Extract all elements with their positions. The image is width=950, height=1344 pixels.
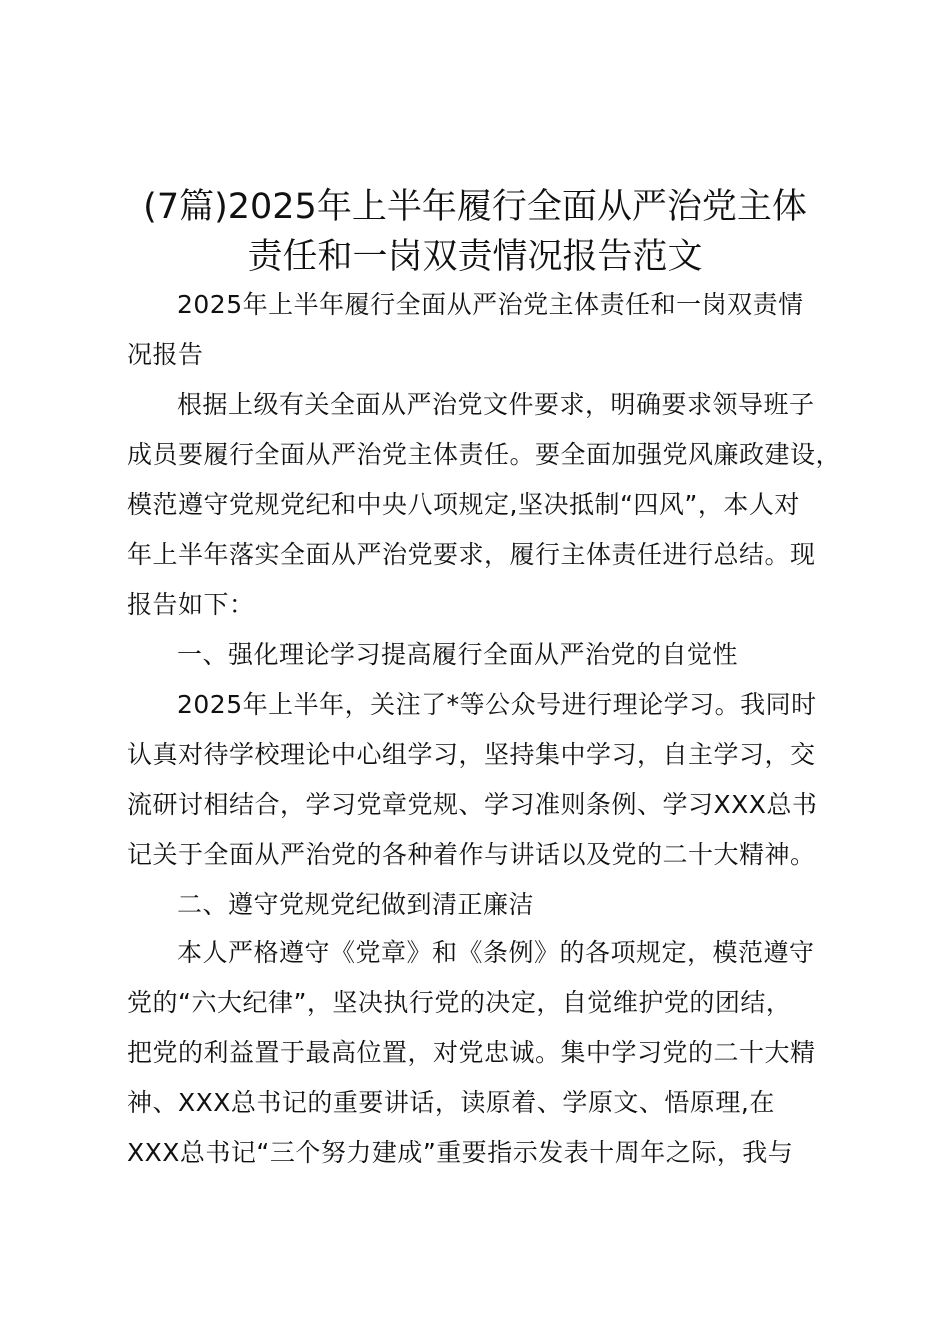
paragraph-line: 2025年上半年，关注了*等公众号进行理论学习。我同时 xyxy=(177,690,817,719)
section-heading-1: 一、强化理论学习提高履行全面从严治党的自觉性 xyxy=(177,640,739,669)
paragraph-line: 把党的利益置于最高位置，对党忠诚。集中学习党的二十大精 xyxy=(127,1038,816,1067)
paragraph-line: 本人严格遵守《党章》和《条例》的各项规定，模范遵守 xyxy=(177,938,815,967)
paragraph-line: 神、XXX总书记的重要讲话，读原着、学原文、悟原理,在 xyxy=(127,1088,775,1117)
paragraph-line: 认真对待学校理论中心组学习，坚持集中学习，自主学习，交 xyxy=(127,740,816,769)
paragraph-line: 报告如下： xyxy=(127,590,255,619)
section-heading-2: 二、遵守党规党纪做到清正廉洁 xyxy=(177,890,535,919)
paragraph-line: 年上半年落实全面从严治党要求，履行主体责任进行总结。现 xyxy=(127,540,816,569)
paragraph-line: XXX总书记“三个努力建成”重要指示发表十周年之际，我与 xyxy=(127,1138,794,1167)
paragraph-line: 党的“六大纪律”，坚决执行党的决定，自觉维护党的团结， xyxy=(127,988,792,1017)
paragraph-line: 成员要履行全面从严治党主体责任。要全面加强党风廉政建设， xyxy=(127,440,842,469)
paragraph-line: 模范遵守党规党纪和中央八项规定,坚决抵制“四风”，本人对 xyxy=(127,490,800,519)
document-title-line-1: (7篇)2025年上半年履行全面从严治党主体 xyxy=(143,187,807,227)
subtitle-line: 况报告 xyxy=(127,340,204,369)
document-title-line-2: 责任和一岗双责情况报告范文 xyxy=(247,237,703,277)
paragraph-line: 根据上级有关全面从严治党文件要求，明确要求领导班子 xyxy=(177,390,815,419)
paragraph-line: 记关于全面从严治党的各种着作与讲话以及党的二十大精神。 xyxy=(127,840,816,869)
subtitle-line: 2025年上半年履行全面从严治党主体责任和一岗双责情 xyxy=(177,290,804,319)
paragraph-line: 流研讨相结合，学习党章党规、学习准则条例、学习XXX总书 xyxy=(127,790,818,819)
